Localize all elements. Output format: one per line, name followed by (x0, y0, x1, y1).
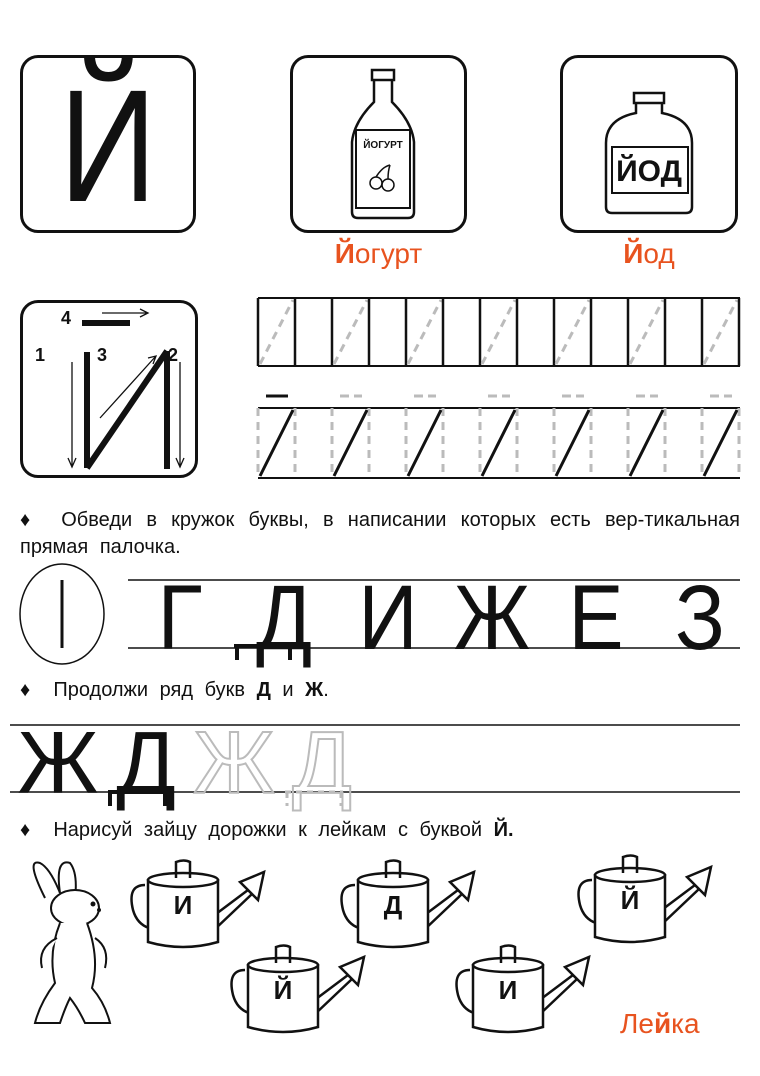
big-letter: Й (59, 56, 157, 235)
dashed-diagonal (704, 300, 737, 364)
dashed-diagonal (556, 300, 589, 364)
can-letter: И (173, 890, 193, 920)
word-highlight: й (653, 1008, 672, 1039)
task-2-instruction (20, 677, 740, 704)
watering-can[interactable] (455, 945, 605, 1040)
solid-diagonal (408, 410, 441, 476)
yogurt-caption (290, 238, 467, 270)
solid-diagonal (556, 410, 589, 476)
rabbit-image (15, 858, 125, 1038)
watering-can[interactable] (130, 860, 280, 955)
step-3-label: 3 (97, 345, 108, 365)
letter-row (128, 567, 740, 669)
trace-letter[interactable]: Ж (193, 713, 275, 812)
iodine-card (560, 55, 738, 233)
yogurt-bottle-text: ЙОГУРТ (363, 140, 403, 151)
iodine-jar-text: ЙОД (616, 155, 682, 188)
row-letter[interactable]: Г (157, 567, 203, 669)
period: . (323, 679, 329, 701)
word-part: ка (671, 1008, 700, 1039)
bullet-icon: ♦ (20, 819, 31, 841)
can-letter: Д (383, 890, 403, 920)
trace-letter[interactable]: Д (292, 713, 352, 812)
target-letter: Й. (493, 819, 514, 841)
solid-diagonal (482, 410, 515, 476)
row-letter[interactable]: И (358, 567, 418, 669)
dashed-diagonal (260, 300, 293, 364)
dashed-diagonal (408, 300, 441, 364)
letter-card (20, 55, 196, 233)
yogurt-card (290, 55, 467, 233)
bottom-word (620, 1008, 700, 1040)
solid-diagonal (630, 410, 663, 476)
iodine-jar-image (560, 55, 738, 233)
watering-can[interactable] (340, 860, 490, 955)
row-letter[interactable]: Е (568, 567, 624, 669)
caption-rest: од (643, 238, 675, 269)
step-4-label: 4 (61, 308, 72, 328)
task-3-instruction (20, 817, 740, 844)
sample-letter: Д (116, 713, 176, 812)
can-letter: И (498, 975, 518, 1005)
task-1-instruction (20, 507, 740, 561)
tracing-grid-verticals[interactable] (0, 290, 760, 490)
task-text: Нарисуй зайцу дорожки к лейкам с буквой (53, 819, 482, 841)
can-letter: Й (273, 975, 293, 1005)
task-text: Обведи в кружок буквы, в написании которых есть вер-тикальная прямая палочка. (20, 509, 740, 558)
bullet-icon: ♦ (20, 509, 33, 531)
watering-can[interactable] (230, 945, 380, 1040)
row-letter[interactable]: Д (255, 567, 313, 669)
sample-letter: Ж (17, 713, 99, 812)
task-text: Продолжи ряд букв (53, 679, 246, 701)
caption-first-letter: Й (623, 238, 644, 269)
word-part: Ле (620, 1008, 654, 1039)
letter-zh: Ж (305, 679, 324, 701)
dashed-diagonal (482, 300, 515, 364)
dashed-diagonal (334, 300, 367, 364)
can-letter: Й (620, 885, 640, 915)
bullet-icon: ♦ (20, 679, 31, 701)
solid-diagonal (334, 410, 367, 476)
caption-rest: огурт (354, 238, 423, 269)
iodine-caption (560, 238, 738, 270)
letter-d: Д (256, 679, 271, 701)
row-letter[interactable]: З (674, 567, 726, 669)
row-letter[interactable]: Ж (453, 567, 531, 669)
conjunction: и (282, 679, 294, 701)
dashed-diagonal (630, 300, 663, 364)
caption-first-letter: Й (334, 238, 355, 269)
solid-diagonal (260, 410, 293, 476)
solid-diagonal (704, 410, 737, 476)
sequence-row (14, 713, 374, 812)
step-1-label: 1 (35, 345, 46, 365)
step-2-label: 2 (168, 345, 179, 365)
watering-can[interactable] (577, 855, 727, 950)
